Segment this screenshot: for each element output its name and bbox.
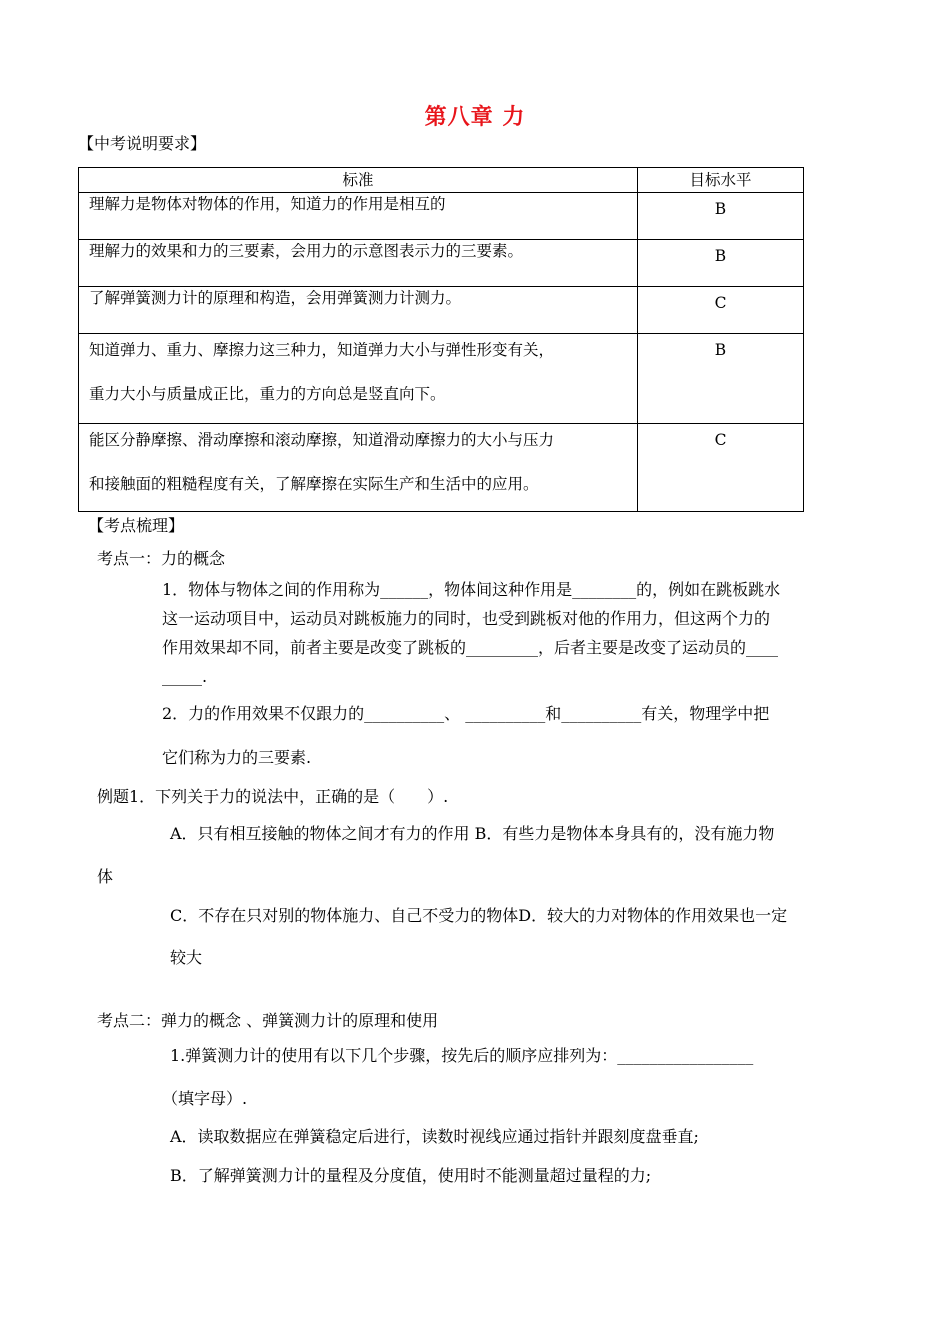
header-standard: 标准	[79, 168, 638, 193]
point1-item2-line: 它们称为力的三要素.	[162, 748, 312, 767]
standard-text: 知道弹力、重力、摩擦力这三种力，知道弹力大小与弹性形变有关，	[89, 341, 555, 359]
table-header-row	[79, 168, 804, 193]
table-row	[79, 334, 804, 424]
standard-text: 理解力是物体对物体的作用，知道力的作用是相互的	[89, 195, 446, 213]
table-row	[79, 240, 804, 287]
point2-item1-cont: （填字母）.	[162, 1089, 248, 1108]
point1-heading: 考点一：力的概念	[97, 549, 226, 568]
example1-options-ab: A．只有相互接触的物体之间才有力的作用 B．有些力是物体本身具有的，没有施力物	[170, 824, 775, 843]
example1-options-cd-cont: 较大	[170, 948, 203, 967]
example1-options-ab-cont: 体	[97, 867, 114, 886]
point1-item1-line: 这一运动项目中，运动员对跳板施力的同时，也受到跳板对他的作用力，但这两个力的	[162, 609, 771, 628]
table-row	[79, 193, 804, 240]
standard-text: 重力大小与质量成正比，重力的方向总是竖直向下。	[89, 385, 446, 403]
point2-option-b: B．了解弹簧测力计的量程及分度值，使用时不能测量超过量程的力;	[170, 1166, 652, 1185]
level-cell: B	[638, 334, 804, 424]
point2-heading: 考点二：弹力的概念 、弹簧测力计的原理和使用	[97, 1011, 439, 1030]
standard-text: 了解弹簧测力计的原理和构造，会用弹簧测力计测力。	[89, 289, 462, 307]
level-cell: C	[638, 287, 804, 334]
header-target-level: 目标水平	[638, 168, 804, 193]
table-row	[79, 287, 804, 334]
requirements-heading: 【中考说明要求】	[78, 134, 207, 153]
point1-item1-line: 作用效果却不同，前者主要是改变了跳板的_________，后者主要是改变了运动员的____	[162, 638, 779, 657]
standard-text: 理解力的效果和力的三要素，会用力的示意图表示力的三要素。	[89, 242, 524, 260]
review-heading: 【考点梳理】	[88, 516, 185, 535]
level-cell: C	[638, 424, 804, 512]
standard-cell	[79, 240, 638, 287]
example1-stem: 例题1．下列关于力的说法中，正确的是（ ）.	[97, 787, 449, 806]
point1-item1-line: 1．物体与物体之间的作用称为______，物体间这种作用是________的，例如在跳板跳水	[162, 580, 781, 599]
page-title: 第八章 力	[424, 105, 526, 130]
standard-cell	[79, 334, 638, 424]
point2-option-a: A．读取数据应在弹簧稳定后进行，读数时视线应通过指针并跟刻度盘垂直;	[170, 1127, 699, 1146]
requirements-table	[78, 167, 804, 512]
level-cell: B	[638, 193, 804, 240]
table-row	[79, 424, 804, 512]
point2-item1: 1.弹簧测力计的使用有以下几个步骤，按先后的顺序应排列为：_________________	[170, 1046, 754, 1065]
point1-item2-line: 2．力的作用效果不仅跟力的__________、 __________和__________有关，物理学中把	[162, 704, 770, 723]
point1-item1-line: _____.	[162, 667, 208, 686]
standard-text: 能区分静摩擦、滑动摩擦和滚动摩擦，知道滑动摩擦力的大小与压力	[89, 431, 555, 449]
standard-cell	[79, 424, 638, 512]
standard-text: 和接触面的粗糙程度有关，了解摩擦在实际生产和生活中的应用。	[89, 475, 539, 493]
standard-cell	[79, 193, 638, 240]
example1-options-cd: C．不存在只对别的物体施力、自己不受力的物体D．较大的力对物体的作用效果也一定	[170, 906, 788, 925]
standard-cell	[79, 287, 638, 334]
level-cell: B	[638, 240, 804, 287]
